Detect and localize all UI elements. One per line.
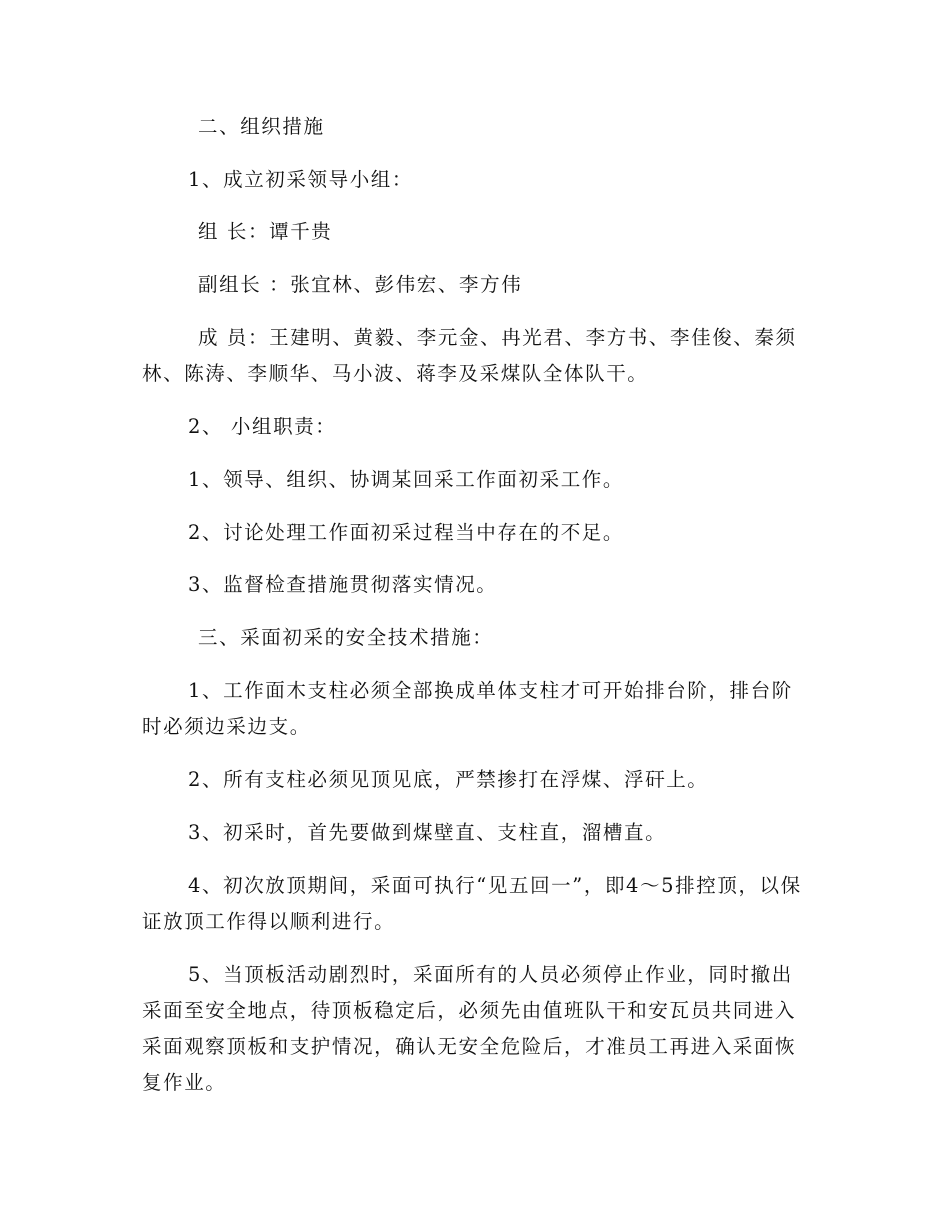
section-heading-safety-measures: 三、采面初采的安全技术措施： <box>198 626 494 649</box>
paragraph-duty-3: 3、监督检查措施贯彻落实情况。 <box>188 573 498 596</box>
paragraph-measure-5: 5、当顶板活动剧烈时，采面所有的人员必须停止作业，同时撤出采面至安全地点，待顶板稳定后，必须先由值班队干和安瓦员共同进入采面观察顶板和支护情况，确认无安全危险后，才准员工再进入采面恢复作业。 <box>142 963 797 1094</box>
section-heading-organization: 二、组织措施 <box>198 115 325 138</box>
paragraph-deputy-leaders: 副组长 ：张宜林、彭伟宏、李方伟 <box>198 273 523 296</box>
paragraph-measure-1: 1、工作面木支柱必须全部换成单体支柱才可开始排台阶，排台阶时必须边采边支。 <box>142 679 793 738</box>
paragraph-duty-1: 1、领导、组织、协调某回采工作面初采工作。 <box>188 468 625 491</box>
paragraph-duty-2: 2、讨论处理工作面初采过程当中存在的不足。 <box>188 521 625 544</box>
paragraph-members: 成 员：王建明、黄毅、李元金、冉光君、李方书、李佳俊、秦须林、陈涛、李顺华、马小波、蒋李及采煤队全体队干。 <box>142 326 797 385</box>
paragraph-measure-4: 4、初次放顶期间，采面可执行“见五回一”，即4～5排控顶，以保证放顶工作得以顺利进行。 <box>142 874 802 933</box>
paragraph-measure-2: 2、所有支柱必须见顶见底，严禁掺打在浮煤、浮矸上。 <box>188 768 709 791</box>
paragraph-measure-3: 3、初采时，首先要做到煤壁直、支柱直，溜槽直。 <box>188 821 667 844</box>
paragraph-leadership-group: 1、成立初采领导小组： <box>188 168 414 191</box>
paragraph-group-duties: 2、 小组职责： <box>188 415 337 438</box>
paragraph-group-leader: 组 长：谭千贵 <box>198 220 333 243</box>
